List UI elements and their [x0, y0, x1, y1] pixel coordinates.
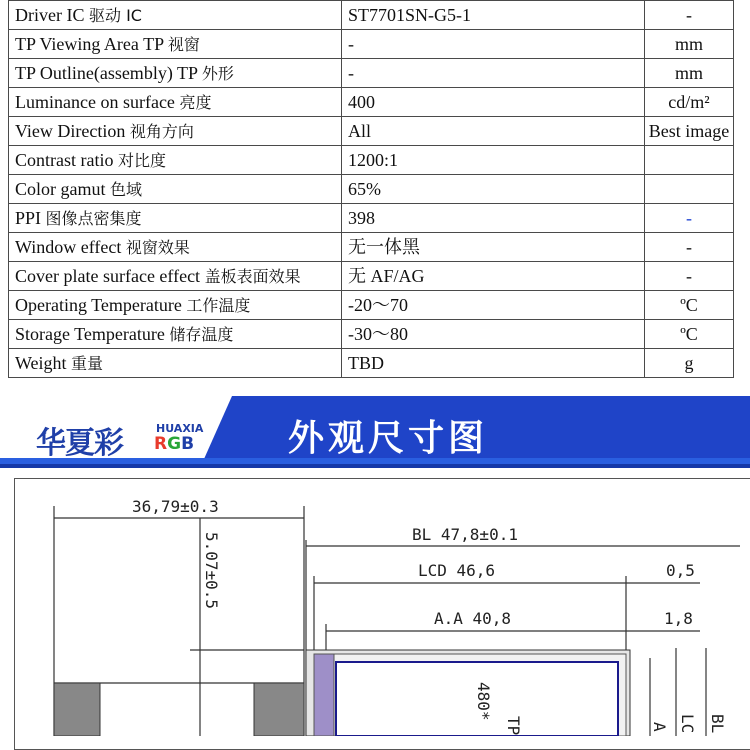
section-banner: [0, 396, 750, 468]
spec-label: Cover plate surface effect: [15, 266, 201, 286]
spec-label-cell: [9, 1, 342, 30]
spec-label-cn: 视角方向: [129, 122, 194, 141]
spec-value: 398: [342, 204, 645, 233]
dim-height-label: 5.07±0.5: [202, 532, 221, 610]
spec-value: 400: [342, 88, 645, 117]
hatched-block-left: [54, 683, 100, 736]
spec-value: -: [342, 30, 645, 59]
spec-unit: [645, 146, 734, 175]
spec-unit: -: [645, 204, 734, 233]
dim-lcd-offset-label: 0,5: [666, 561, 695, 580]
dimension-drawing: [0, 478, 750, 736]
spec-row: [9, 59, 734, 88]
dim-width-label: 36,79±0.3: [132, 497, 219, 516]
brand-logo-text: 华夏彩: [36, 426, 123, 461]
spec-label: Operating Temperature: [15, 295, 182, 315]
spec-value: ST7701SN-G5-1: [342, 1, 645, 30]
spec-unit: -: [645, 233, 734, 262]
spec-label: Window effect: [15, 237, 122, 257]
spec-label: PPI: [15, 208, 42, 228]
spec-label-cn: 视窗效果: [125, 238, 190, 257]
spec-value: 无一体黑: [342, 233, 645, 262]
spec-unit: -: [645, 262, 734, 291]
spec-row: [9, 262, 734, 291]
spec-label-cell: [9, 262, 342, 291]
spec-row: [9, 349, 734, 378]
spec-table: [8, 0, 734, 378]
dim-a-label: A: [650, 722, 669, 732]
spec-label: Weight: [15, 353, 67, 373]
spec-row: [9, 320, 734, 349]
spec-unit: mm: [645, 30, 734, 59]
dim-bl-side-label: BL: [708, 714, 727, 734]
spec-label-cell: [9, 233, 342, 262]
spec-unit: mm: [645, 59, 734, 88]
spec-label: Storage Temperature: [15, 324, 165, 344]
brand-logo-rgb: RGB: [154, 434, 195, 454]
spec-label-cn: 盖板表面效果: [204, 267, 301, 286]
spec-label-cell: [9, 291, 342, 320]
spec-label-cn: 色域: [110, 180, 143, 199]
spec-value: TBD: [342, 349, 645, 378]
spec-label: TP Outline(assembly) TP: [15, 63, 198, 83]
spec-unit: [645, 175, 734, 204]
spec-unit: -: [645, 1, 734, 30]
dim-lcd-label: LCD 46,6: [418, 561, 496, 580]
spec-label-cn: 对比度: [117, 151, 166, 170]
dim-480-label: 480*: [474, 682, 493, 721]
spec-unit: ºC: [645, 291, 734, 320]
spec-label-cn: 驱动 IC: [88, 6, 142, 25]
spec-label-cell: [9, 204, 342, 233]
spec-value: -20～70: [342, 291, 645, 320]
spec-label: Driver IC: [15, 5, 85, 25]
spec-label-cell: [9, 175, 342, 204]
spec-value: All: [342, 117, 645, 146]
spec-label-cn: 工作温度: [186, 296, 251, 315]
fpc-connector: [314, 654, 334, 736]
spec-row: [9, 175, 734, 204]
brand-logo-sub: HUAXIA: [156, 422, 204, 435]
spec-row: [9, 291, 734, 320]
spec-value: -: [342, 59, 645, 88]
spec-label-cn: 外形: [201, 64, 234, 83]
spec-row: [9, 117, 734, 146]
spec-value: -30～80: [342, 320, 645, 349]
spec-row: [9, 233, 734, 262]
dim-lc-label: LC: [678, 714, 697, 734]
spec-label-cell: [9, 59, 342, 88]
spec-label: Color gamut: [15, 179, 106, 199]
spec-row: [9, 204, 734, 233]
dim-bl-label: BL 47,8±0.1: [412, 525, 518, 544]
spec-label-cn: 视窗: [167, 35, 200, 54]
spec-label-cell: [9, 30, 342, 59]
spec-value: 65%: [342, 175, 645, 204]
spec-label-cell: [9, 349, 342, 378]
spec-row: [9, 30, 734, 59]
spec-label: Luminance on surface: [15, 92, 175, 112]
spec-label-cell: [9, 88, 342, 117]
dim-tp-label: TP: [504, 716, 523, 736]
spec-value: 无 AF/AG: [342, 262, 645, 291]
hatched-block-right: [254, 683, 304, 736]
spec-row: [9, 88, 734, 117]
dim-aa-label: A.A 40,8: [434, 609, 512, 628]
spec-unit: ºC: [645, 320, 734, 349]
spec-label-cell: [9, 146, 342, 175]
spec-label-cn: 重量: [71, 354, 104, 373]
spec-row: [9, 146, 734, 175]
spec-label-cell: [9, 117, 342, 146]
spec-label: Contrast ratio: [15, 150, 114, 170]
dim-aa-offset-label: 1,8: [664, 609, 693, 628]
spec-label-cn: 储存温度: [169, 325, 234, 344]
section-title: 外观尺寸图: [288, 418, 489, 459]
spec-value: 1200:1: [342, 146, 645, 175]
spec-row: [9, 1, 734, 30]
spec-label: View Direction: [15, 121, 126, 141]
spec-label-cell: [9, 320, 342, 349]
spec-label-cn: 亮度: [179, 93, 212, 112]
spec-unit: cd/m²: [645, 88, 734, 117]
spec-unit: g: [645, 349, 734, 378]
spec-unit: Best image: [645, 117, 734, 146]
spec-label: TP Viewing Area TP: [15, 34, 164, 54]
spec-label-cn: 图像点密集度: [45, 209, 142, 228]
